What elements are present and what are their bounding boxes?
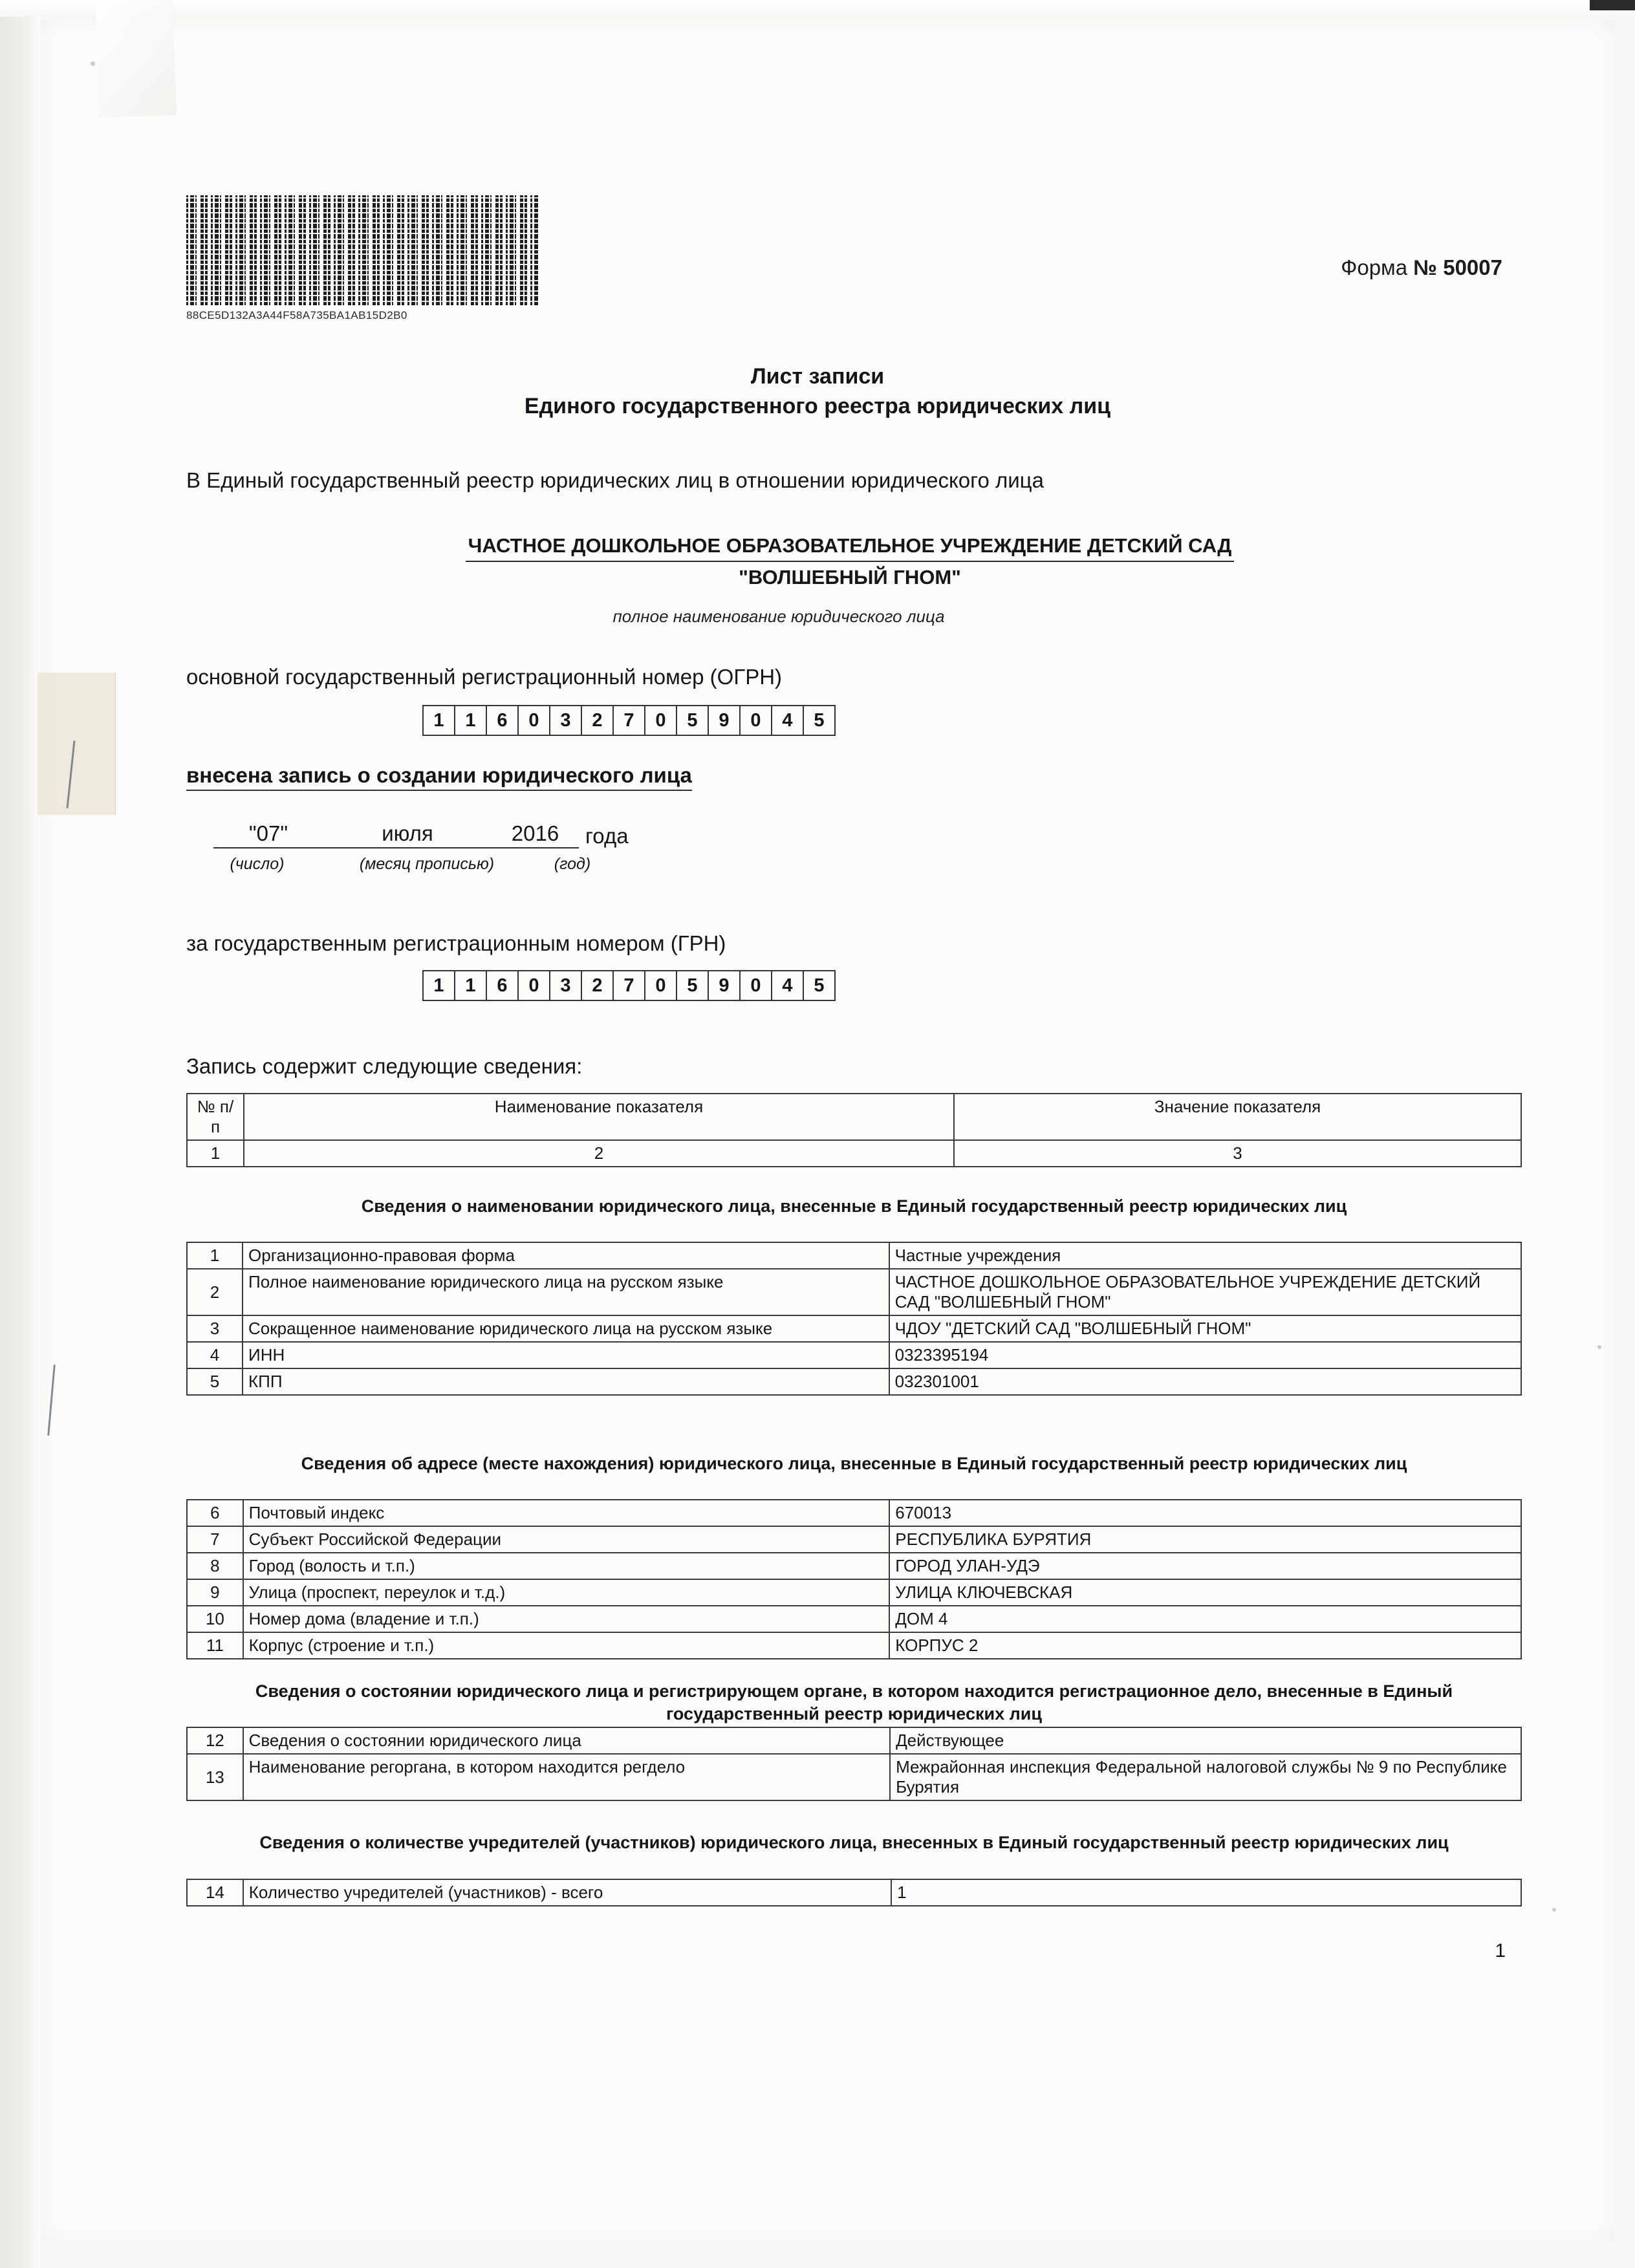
document-title — [0, 362, 1635, 422]
row-value: ЧАСТНОЕ ДОШКОЛЬНОЕ ОБРАЗОВАТЕЛЬНОЕ УЧРЕЖДЕНИЕ ДЕТСКИЙ САД "ВОЛШЕБНЫЙ ГНОМ" — [889, 1269, 1521, 1315]
grn-digit: 6 — [487, 971, 519, 1000]
table-row — [187, 1500, 1521, 1526]
section-caption-address-info: Сведения об адресе (месте нахождения) юридического лица, внесенные в Единый государственный реестр юридических лиц — [301, 1454, 1407, 1473]
row-value: 670013 — [889, 1500, 1521, 1526]
row-key: Номер дома (владение и т.п.) — [243, 1606, 890, 1632]
table-row — [187, 1754, 1521, 1800]
section-table-status-info — [186, 1727, 1522, 1801]
row-number: 3 — [187, 1315, 243, 1342]
table-row — [187, 1632, 1521, 1659]
table-intro: Запись содержит следующие сведения: — [186, 1054, 583, 1078]
table-row — [187, 1727, 1521, 1754]
grn-digit: 9 — [709, 971, 741, 1000]
row-number: 7 — [187, 1526, 243, 1553]
row-key: Город (волость и т.п.) — [243, 1553, 890, 1579]
row-number: 12 — [187, 1727, 243, 1754]
grn-digit: 0 — [741, 971, 772, 1000]
record-date-captions — [188, 855, 618, 874]
row-key: Сведения о состоянии юридического лица — [243, 1727, 890, 1754]
row-key: Количество учредителей (участников) - всего — [243, 1879, 891, 1906]
grn-digit: 3 — [550, 971, 582, 1000]
section-table-founders-info — [186, 1879, 1522, 1906]
ogrn-digit: 5 — [814, 709, 825, 731]
row-key: Корпус (строение и т.п.) — [243, 1632, 890, 1659]
row-key: Организационно-правовая форма — [243, 1242, 889, 1269]
ogrn-digit: 2 — [582, 706, 614, 735]
form-number-label: Форма — [1341, 255, 1414, 279]
table-row — [187, 1526, 1521, 1553]
grn-digit: 5 — [814, 975, 825, 996]
record-date-year-caption: (год) — [554, 855, 591, 873]
row-number: 5 — [187, 1368, 243, 1395]
grn-label: за государственным регистрационным номером (ГРН) — [186, 931, 726, 955]
section-caption-founders-info: Сведения о количестве учредителей (участников) юридического лица, внесенных в Единый государственный реестр юридических лиц — [259, 1833, 1449, 1852]
organization-name-caption: полное наименование юридического лица — [612, 607, 945, 626]
grn-digit: 0 — [645, 971, 677, 1000]
ogrn-digit: 1 — [424, 706, 455, 735]
grn-digit: 1 — [424, 971, 455, 1000]
row-value: УЛИЦА КЛЮЧЕВСКАЯ — [889, 1579, 1521, 1606]
grn-digit-boxes — [422, 970, 836, 1001]
section-caption-name-info: Сведения о наименовании юридического лица, внесенные в Единый государственный реестр юридических лиц — [361, 1196, 1347, 1216]
record-date-day: "07" — [213, 821, 323, 848]
column-header-table — [186, 1093, 1522, 1167]
row-number: 11 — [187, 1632, 243, 1659]
document-title-line1: Лист записи — [750, 364, 885, 389]
row-value: Частные учреждения — [889, 1242, 1521, 1269]
row-key: Субъект Российской Федерации — [243, 1526, 890, 1553]
table-row — [187, 1606, 1521, 1632]
row-key: КПП — [243, 1368, 889, 1395]
organization-name — [194, 532, 1506, 592]
row-value: 0323395194 — [889, 1342, 1521, 1368]
grn-digit: 0 — [519, 971, 550, 1000]
ogrn-digit: 0 — [741, 706, 772, 735]
intro-paragraph: В Единый государственный реестр юридических лиц в отношении юридического лица — [186, 468, 1044, 492]
organization-name-line2: "ВОЛШЕБНЫЙ ГНОМ" — [739, 566, 961, 589]
row-value: ЧДОУ "ДЕТСКИЙ САД "ВОЛШЕБНЫЙ ГНОМ" — [889, 1315, 1521, 1342]
row-key: Сокращенное наименование юридического лица на русском языке — [243, 1315, 889, 1342]
barcode-image — [186, 195, 539, 305]
table-row — [187, 1315, 1521, 1342]
row-key: Улица (проспект, переулок и т.д.) — [243, 1579, 890, 1606]
barcode-block — [186, 195, 539, 322]
record-statement: внесена запись о создании юридического лица — [186, 763, 692, 791]
row-number: 8 — [187, 1553, 243, 1579]
record-date-month-caption: (месяц прописью) — [359, 855, 495, 873]
table-row — [187, 1342, 1521, 1368]
ogrn-label: основной государственный регистрационный номер (ОГРН) — [186, 665, 783, 689]
ogrn-digit: 0 — [645, 706, 677, 735]
record-date-year-suffix: года — [585, 824, 629, 848]
row-number: 14 — [187, 1879, 243, 1906]
grn-digit: 1 — [455, 971, 487, 1000]
grn-digit: 5 — [677, 971, 709, 1000]
row-value: 032301001 — [889, 1368, 1521, 1395]
row-number: 4 — [187, 1342, 243, 1368]
header-cell-num: № п/п — [187, 1094, 244, 1140]
section-table-address-info — [186, 1499, 1522, 1659]
page-number: 1 — [1495, 1940, 1506, 1961]
row-key: ИНН — [243, 1342, 889, 1368]
record-date — [213, 821, 629, 848]
ogrn-digit-boxes — [422, 705, 836, 736]
barcode-code-text: 88CE5D132A3A44F58A735BA1AB15D2B0 — [186, 309, 407, 321]
header-cell-name: Наименование показателя — [244, 1094, 954, 1140]
ogrn-digit: 0 — [519, 706, 550, 735]
ogrn-digit: 9 — [709, 706, 741, 735]
row-value: ГОРОД УЛАН-УДЭ — [889, 1553, 1521, 1579]
row-value: Межрайонная инспекция Федеральной налоговой службы № 9 по Республике Бурятия — [890, 1754, 1521, 1800]
ogrn-digit: 4 — [772, 706, 804, 735]
document-title-line2: Единого государственного реестра юридических лиц — [524, 393, 1111, 418]
row-key: Почтовый индекс — [243, 1500, 890, 1526]
row-number: 2 — [187, 1269, 243, 1315]
ogrn-digit: 3 — [550, 706, 582, 735]
row-value: 1 — [891, 1879, 1521, 1906]
grn-digit: 7 — [614, 971, 645, 1000]
table-row — [187, 1269, 1521, 1315]
record-date-day-caption: (число) — [230, 855, 285, 873]
row-number: 9 — [187, 1579, 243, 1606]
table-row — [187, 1579, 1521, 1606]
grn-digit: 4 — [772, 971, 804, 1000]
row-value: ДОМ 4 — [889, 1606, 1521, 1632]
row-key: Полное наименование юридического лица на русском языке — [243, 1269, 889, 1315]
table-row — [187, 1368, 1521, 1395]
table-row — [187, 1879, 1521, 1906]
header-index-name: 2 — [244, 1140, 954, 1167]
grn-digit: 2 — [582, 971, 614, 1000]
row-number: 10 — [187, 1606, 243, 1632]
organization-name-line1: ЧАСТНОЕ ДОШКОЛЬНОЕ ОБРАЗОВАТЕЛЬНОЕ УЧРЕЖДЕНИЕ ДЕТСКИЙ САД — [466, 532, 1235, 562]
header-index-value: 3 — [954, 1140, 1521, 1167]
row-key: Наименование регоргана, в котором находится регдело — [243, 1754, 890, 1800]
section-table-name-info — [186, 1242, 1522, 1396]
ogrn-digit: 6 — [487, 706, 519, 735]
table-row — [187, 1242, 1521, 1269]
form-number-value: № 50007 — [1413, 255, 1502, 279]
table-row — [187, 1553, 1521, 1579]
form-number — [1341, 255, 1502, 280]
ogrn-digit: 7 — [614, 706, 645, 735]
record-date-year: 2016 — [492, 821, 579, 848]
row-number: 13 — [187, 1754, 243, 1800]
ogrn-digit: 5 — [677, 706, 709, 735]
header-cell-value: Значение показателя — [954, 1094, 1521, 1140]
row-number: 6 — [187, 1500, 243, 1526]
ogrn-digit: 1 — [455, 706, 487, 735]
header-index-num: 1 — [187, 1140, 244, 1167]
row-value: КОРПУС 2 — [889, 1632, 1521, 1659]
row-value: РЕСПУБЛИКА БУРЯТИЯ — [889, 1526, 1521, 1553]
record-date-month: июля — [323, 821, 492, 848]
section-caption-status-info: Сведения о состоянии юридического лица и регистрирующем органе, в котором находится регистрационное дело, внесенные в Единый государственный реестр юридических лиц — [255, 1681, 1453, 1724]
row-value: Действующее — [890, 1727, 1521, 1754]
row-number: 1 — [187, 1242, 243, 1269]
